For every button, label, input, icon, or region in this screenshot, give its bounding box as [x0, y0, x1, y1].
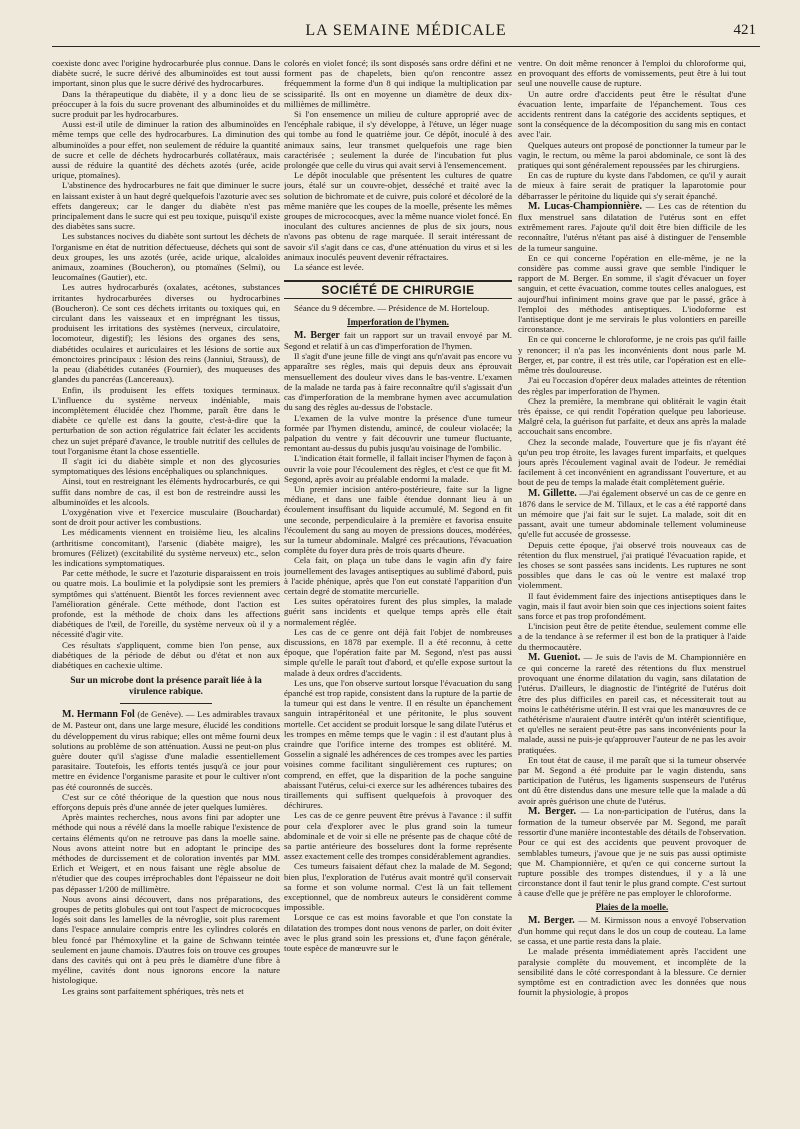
paragraph: — Je suis de l'avis de M. Championnière en ce qui concerne la rareté des rétentions du flux menstruel provoquant une énorme dilatation du vagin, sans dilatation de l'utérus. D'ailleurs, le diagnostic de l'intégrité de l'utérus doit être des plus difficiles en pareil cas, et nécessiterait tout au moins le cathétérisme utérin. Il est vrai que les manœuvres de ce cathétérisme n'auraient d'autre intérêt qu'un intérêt scientifique, et qu'elles ne seraient peut-être pas sans inconvénients pour la malade, aussi ne puis-je qu'approuver l'auteur de ne pas les avoir pratiquées.: [518, 651, 746, 755]
paragraph: —J'ai également observé un cas de ce genre en 1876 dans le service de M. Tillaux, et le cas a été rapporté dans un mémoire que j'ai fait sur le sujet. La malade, soit dit en passant, avait une tumeur abdominale tellement volumineuse qu'elle fut accusée de grossesse.: [518, 487, 746, 540]
paragraph: Chez la première, la membrane qui oblitérait le vagin était très épaisse, ce qui rendit l'opération quelque peu laborieuse. Malgré cela, la guérison fut parfaite, et deux ans après la malade accouchait sans encombre.: [518, 395, 746, 437]
column-middle: [284, 58, 512, 1124]
paragraph: L'incision peut être de petite étendue, seulement comme elle a de la tendance à se refermer il est bon de la pratiquer à l'aide du thermocautère.: [518, 621, 746, 652]
column-right: [518, 58, 746, 1124]
paragraph: Si l'on ensemence un milieu de culture approprié avec de l'encéphale rabique, il s'y développe, à l'étuve, un léger nuage qui tombe au fond le quatrième jour. Ce dépôt, inoculé à des animaux sains, leur transmet quelquefois une rage bien caractérisée ; seulement la durée de l'incubation fut plus prolongée que celle du virus qui avait servi à l'ensemencement.: [284, 109, 512, 171]
paragraph: Un autre ordre d'accidents peut être le résultat d'une évacuation lente, imparfaite de l'épanchement. Tous ces accidents rentrent dans la catégorie des accidents septiques, et sont la conséquence de la décomposition du sang mis en contact avec l'air.: [518, 88, 746, 140]
paragraph: Après maintes recherches, nous avons fini par adopter une méthode qui nous a révélé dans la moelle rabique l'existence de certains éléments qu'on ne retrouve pas dans la moelle saine. Nous avons atteint notre but en adoptant le principe des méthodes de durcissement et de coloration inventés par MM. Erlich et Weigert, et en nous faisant une règle absolue de n'étudier que des coupes irréprochables dont l'épaisseur ne doit pas dépasser 1/200 de millimètre.: [52, 812, 280, 894]
paragraph: La séance est levée.: [294, 262, 364, 273]
paragraph: Ainsi, tout en restreignant les éléments hydrocarburés, ce qui suffit dans nombre de cas, il est bon de restreindre aussi les albuminoïdes et les alcools.: [52, 476, 280, 507]
paragraph: Les autres hydrocarburés (oxalates, acétones, substances irritantes hydrocarburées diverses ou hydrocarbines (Boucheron). Ce sont ces déchets irritants ou toxiques qui, en circulant dans les vaisseaux et en imprégnant les tissus, produisent les irritations des systèmes (nerveux, circulatoire, locomoteur, digestif); les lésions des organes des sens, diabétides oculaires et auriculaires et les lésions de sortie aux émonctoires principaux : lésion des reins (Janniui, Strauss), de la peau (diabétides cutanées (Fournier), des muqueuses des glandes du pancréas (Lancereaux).: [52, 282, 280, 385]
paragraph: Nous avons ainsi découvert, dans nos préparations, des groupes de petits globules qui ont tout l'aspect de micrococques logés soit dans les lamelles de la névroglie, soit plus rarement dans l'espace annulaire compris entre les cylindres colorés en bleu foncé par l'hémoxyline et la gaine de Schwann teintée seulement en jaune chamois. D'autres fois on trouve ces groupes dans des cavités qui ont à peu près le diamètre d'une fibre à myéline, cavités dont nous ignorons encore la nature histologique.: [52, 893, 280, 986]
paragraph: L'abstinence des hydrocarbures ne fait que diminuer le sucre en laissant exister à un haut degré quelquefois l'azoturie avec ses effets dangereux; car le danger du diabète n'est pas principalement dans le sucre qui est peu toxique, puisqu'il existe des diabètes sans sucre.: [52, 180, 280, 232]
paragraph: Depuis cette époque, j'ai observé trois nouveaux cas de rétention du flux menstruel, j'ai pratiqué l'évacuation rapide, et les choses se sont passées sans incidents. Les ruptures ne sont possibles que dans le cas où le ventre est malaxé trop violemment.: [518, 539, 746, 591]
paragraph: Ces résultats s'appliquent, comme bien l'on pense, aux diabétiques de la période de début ou d'état et non aux diabétiques en cachexie ultime.: [52, 639, 280, 670]
paragraph: Les cas de ce genre ont déjà fait l'objet de nombreuses discussions, en 1878 par exemple. Il a été reconnu, à cette époque, que l'opération faite par M. Segond, n'est pas aussi simple qu'elle le paraît tout d'abord, et qu'elle expose surtout la malade à deux ordres d'accidents.: [284, 626, 512, 678]
page-header: [52, 18, 760, 47]
paragraph: Les suites opératoires furent des plus simples, la malade guérit sans incidents et quelque temps après elle était normalement réglée.: [284, 596, 512, 627]
paragraph: colorés en violet foncé; ils sont disposés sans ordre défini et ne forment pas de chapelets, bien qu'on rencontre assez fréquemment la forme d'un 8 qui indique la multiplication par scissiparité. Ils ont en moyenne un diamètre de deux dix-millièmes de millimètre.: [284, 58, 512, 109]
speaker-name: M. Lucas-Championnière.: [528, 200, 642, 212]
paragraph: En tout état de cause, il me paraît que si la tumeur observée par M. Segond a été produite par le vagin distendu, sans participation de l'utérus, les ligaments suspenseurs de l'utérus ont dû être distendus dans une mesure telle que la malade a dû avoir après guérison une chute de l'utérus.: [518, 754, 746, 806]
paragraph: En cas de rupture du kyste dans l'abdomen, ce qu'il y aurait de mieux à faire serait de pratiquer la laparotomie pour débarrasser le péritoine du liquide qui s'y serait épanché.: [518, 170, 746, 201]
speaker-name: M. Gillette.: [528, 487, 577, 499]
paragraph: — La non-participation de l'utérus, dans la formation de la tumeur observée par M. Segond, me paraît ressortir d'une manière incontestable des détails de l'observation. Pour ce qui est des accidents que peuvent provoquer de semblables tumeurs, j'avoue que je ne suis pas aussi optimiste que M. Championnière, et qu'en ce qui concerne surtout la rupture possible des trompes distendues, il y a là une circonstance dont il faut tenir le plus grand compte. C'est surtout à cause d'elle que je préfère ne pas employer le chloroforme.: [518, 805, 746, 899]
paragraph: — M. Kirmisson nous a envoyé l'observation d'un homme qui reçut dans le dos un coup de couteau. La lame se cassa, et une partie resta dans la plaie.: [518, 914, 746, 947]
article-subtitle: Sur un microbe dont la présence paraît liée à la virulence rabique.: [70, 676, 262, 698]
topic-heading: Plaies de la moelle.: [595, 901, 669, 912]
paragraph: Il s'agit ici du diabète simple et non des glycosuries symptomatiques des lésions encéphaliques ou splanchniques.: [52, 455, 280, 477]
journal-title: LA SEMAINE MÉDICALE: [305, 22, 507, 39]
paragraph: coexiste donc avec l'origine hydrocarburée plus connue. Dans le diabète sucré, le sucre dérivé des albuminoïdes est tout aussi important, sinon plus que le sucre dérivé des hydrocarbures.: [52, 58, 280, 89]
paragraph: L'oxygénation vive et l'exercice musculaire (Bouchardat) sont de droit pour activer les combustions.: [52, 506, 280, 528]
paragraph: En ce qui concerne le chloroforme, je ne crois pas qu'il faille y renoncer; il n'a pas les inconvénients dont nous parle M. Berger, et, par contre, il est très utile, car l'opération est en elle-même très douloureuse.: [518, 334, 746, 376]
paragraph: Les substances nocives du diabète sont surtout les déchets de l'organisme en état de nutrition défectueuse, déchets qui sont de deux groupes, les uns azotés (urée, acide urique, alcaloïdes animaux, zoamines (Boucheron), ou ptomaïnes (Selmi), ou leucomaïnes (Gautier), etc.: [52, 231, 280, 283]
speaker-name: M. Berger.: [528, 914, 575, 926]
paragraph: Ces tumeurs faisaient défaut chez la malade de M. Segond; bien plus, l'exploration de l'utérus avait montré qu'il conservait sa forme et son volume normal. C'est là un fait tellement exceptionnel, que de nombreux auteurs le considèrent comme impossible.: [284, 861, 512, 913]
paragraph: Cela fait, on plaça un tube dans le vagin afin d'y faire journellement des lavages antiseptiques au sublimé d'abord, puis à l'acide phénique, après que l'on eut constaté l'apparition d'un certain degré de stomatite mercurielle.: [284, 555, 512, 596]
paragraph: Il s'agit d'une jeune fille de vingt ans qu'n'avait pas encore vu apparaître ses règles, mais qui depuis deux ans éprouvait mensuellement des douleur vives dans le bas-ventre. L'examen de la malade ne tarda pas à faire reconnaître qu'il s'agissait d'un cas d'imperforation de la membrane hymen avec accumulation du sang des règles au-dessus de l'obstacle.: [284, 351, 512, 413]
paragraph: Les cas de ce genre peuvent être prévus à l'avance : il suffit pour cela d'explorer avec le plus grand soin la tumeur abdominale et de voir si elle ne présente pas de chaque côté de sa partie antérieure des bosselures dont la forme représente assez exactement celle des trompes considérablement agrandies.: [284, 810, 512, 862]
speaker-name: M. Berger.: [528, 805, 576, 817]
section-heading: SOCIÉTÉ DE CHIRURGIE: [284, 280, 512, 299]
page-number: 421: [733, 22, 756, 38]
paragraph: Les grains sont parfaitement sphériques, très nets et: [62, 985, 244, 996]
paragraph: Par cette méthode, le sucre et l'azoturie disparaissent en trois ou quatre mois. La boulimie et la polydipsie sont les premiers symptômes qui s'atténuent. Bientôt les forces reviennent avec l'amélioration générale. Cette méthode, dont l'action est profonde, est la méthode de choix dans les affections diabétiques de l'œil, de l'oreille, du système nerveux où il y a nécessité d'agir vite.: [52, 568, 280, 640]
paragraph: Lorsque ce cas est moins favorable et que l'on constate la dilatation des trompes dont nous venons de parler, on doit éviter avec le plus grand soin les pressions et, d'une façon générale, toute espèce de manœuvre sur le: [284, 912, 512, 954]
paragraph: (de Genève). — Les admirables travaux de M. Pasteur ont, dans une large mesure, élucidé les conditions du développement du virus rabique; elles ont même fourni deux solutions au problème de son atténuation. Aussi ne peut-on plus guère douter qu'il s'agisse d'une maladie essentiellement parasitaire. Toutefois, les efforts tentés jusqu'à ce jour pour mettre en évidence l'organisme parasite et pour le cultiver n'ont pas été couronnés de succès.: [52, 709, 280, 792]
paragraph: Enfin, ils produisent les effets toxiques terminaux. L'influence du système nerveux indéniable, mais incomplètement élucidée chez l'homme, paraît être dans le diabète ce qu'elle est dans la goutte, c'est-à-dire que la perturbation de son action régulatrice fait éclater les accidents chez un sujet préparé d'avance, le trouble nutritif des cellules de tout l'organisme étant la chose essentielle.: [52, 384, 280, 456]
paragraph: Un premier incision antéro-postérieure, faite sur la ligne médiane, et dans une faible étendue donnant lieu à un écoulement insuffisant du liquide accumulé, M. Segond en fit une seconde, perpendiculaire à la première et favorisa ensuite l'écoulement du sang au moyen de pressions douces, modérées, sur la tumeur abdominale. Malgré ces précautions, l'évacuation complète du foyer dura près de trois quarts d'heure.: [284, 483, 512, 556]
paragraph: C'est sur ce côté théorique de la question que nous nous efforçons depuis près d'une année de jeter quelques lumières.: [52, 791, 280, 813]
paragraph: — Les cas de rétention du flux menstruel sans dilatation de l'utérus sont en effet extrêmement rares. J'ajoute qu'il doit être bien difficile de les reconnaître, l'utérus n'étant pas aisé à distinguer de l'ensemble de la tumeur sanguine.: [518, 200, 746, 253]
topic-heading: Imperforation de l'hymen.: [347, 316, 449, 327]
paragraph: Il faut évidemment faire des injections antiseptiques dans le vagin, mais il faut avoir bien soin que ces injections soient faites sans force et pas trop profondément.: [518, 590, 746, 621]
paragraph: Chez la seconde malade, l'ouverture que je fis n'ayant été qu'un peu trop étroite, les lavages furent imparfaits, et quelques jours après l'écoulement vaginal avait de l'odeur. Je remédiai facilement à cet inconvénient en agrandissant l'ouverture, et au bout de peu de temps la malade était complètement guérie.: [518, 436, 746, 488]
paragraph: ventre. On doit même renoncer à l'emploi du chloroforme qui, en provoquant des efforts de vomissements, peut être à lui tout seul une nouvelle cause de rupture.: [518, 58, 746, 89]
paragraph: J'ai eu l'occasion d'opérer deux malades atteintes de rétention des règles par imperforation de l'hymen.: [518, 375, 746, 396]
speaker-name: M. Hermann Fol: [62, 709, 135, 721]
paragraph: En ce qui concerne l'opération en elle-même, je ne la considère pas comme aussi grave que semble l'indiquer le rapport de M. Berger. En somme, il s'agit d'évacuer un foyer sanguin, et cette évacuation, comme toutes celles analogues, est aujourd'hui infiniment moins grave que par le passé, grâce à l'emploi des méthodes antiseptiques. L'iodoforme est l'antiseptique dont je me servirais le plus volontiers en pareille circonstance.: [518, 252, 746, 335]
column-left: [52, 58, 280, 1124]
paragraph: L'examen de la vulve montre la présence d'une tumeur formée par l'hymen distendu, amincé, de couleur violacée; la palpation du ventre y fait découvrir une tumeur fluctuante, remontant au-dessus du pubis jusqu'au voisinage de l'ombilic.: [284, 412, 512, 454]
paragraph: Le malade présenta immédiatement après l'accident une paralysie complète du mouvement, et incomplète de la sensibilité dans le côté correspondant à la blessure. Ce dernier symptôme est en contradiction avec les données que nous fournit la physiologie, à propos: [518, 946, 746, 998]
paragraph: Les uns, que l'on observe surtout lorsque l'évacuation du sang épanché est trop rapide, consistent dans la rupture de la partie de la tumeur qui est dans le ventre. Il en résulte un épanchement sanguin intrapéritonéal et une péritonite, le plus souvent mortelle. Cet accident se produit lorsque le sang dilate l'utérus et les trompes en même temps que le vagin : il est d'autant plus à craindre que l'orifice interne des trompes est oblitéré. M. Gosselin a signalé les adhérences de ces trompes avec les parties voisines comme facilitant singulièrement ces ruptures; on comprend, en effet, que la disparition de la poche sanguine abaissant l'utérus, celui-ci exerce sur les adhérences tubaires des tiraillements qui suffisent quelquefois à provoquer des déchirures.: [284, 677, 512, 811]
paragraph: Les médicaments viennent en troisième lieu, les alcalins (arthritisme concomitant), l'arsenic (diabète maigre), les bromures (Félizet) (excitabilité du système nerveux) etc., selon les indications symptomatiques.: [52, 527, 280, 568]
paragraph: Dans la thérapeutique du diabète, il y a donc lieu de se préoccuper à la fois du sucre provenant des albuminoïdes et du sucre produit par les hydrocarbures.: [52, 88, 280, 120]
paragraph: fait un rapport sur un travail envoyé par M. Segond et relatif à un cas d'imperforation de l'hymen.: [284, 329, 512, 352]
divider: [120, 703, 211, 704]
paragraph: Aussi est-il utile de diminuer la ration des albuminoïdes en même temps que celle des hydrocarbures. La diminution des albuminoïdes a pour effet, non seulement de réduire la quantité de sucre et celle de déchets hydrocarburés collatéraux, mais aussi de réduire la quantité des déchets azotés (urée, acide urique, ptomaïnes).: [52, 119, 280, 181]
session-info: Séance du 9 décembre. — Présidence de M. Horteloup.: [294, 303, 490, 314]
paragraph: Quelques auteurs ont proposé de ponctionner la tumeur par le vagin, le rectum, ou même la paroi abdominale, ce sont là des pratiques qui sont généralement repoussées par les chirurgiens.: [518, 139, 746, 171]
speaker-name: M. Gueniot.: [528, 651, 581, 663]
paragraph: L'indication était formelle, il fallait inciser l'hymen de façon à ouvrir la voie pour l'écoulement des règles, et c'est ce que fit M. Segond, après avoir au préalable endormi la malade.: [284, 453, 512, 484]
speaker-name: M. Berger: [294, 329, 340, 341]
paragraph: Le dépôt inoculable que présentent les cultures de quatre jours, étalé sur un couvre-objet, desséché et traité avec la solution de bichromate et de cuivre, puis coloré et décoloré de la même manière que les coupes de la moelle, présente les mêmes groupes de micrococques, avec la même nuance violet foncé. En inoculant des cultures anciennes de plus de six jours, nous n'avons pas obtenu de rage marquée. Il serait intéressant de savoir s'il s'agit dans ce cas, d'une atténuation du virus et si les animaux inoculés peuvent devenir réfractaires.: [284, 170, 512, 262]
